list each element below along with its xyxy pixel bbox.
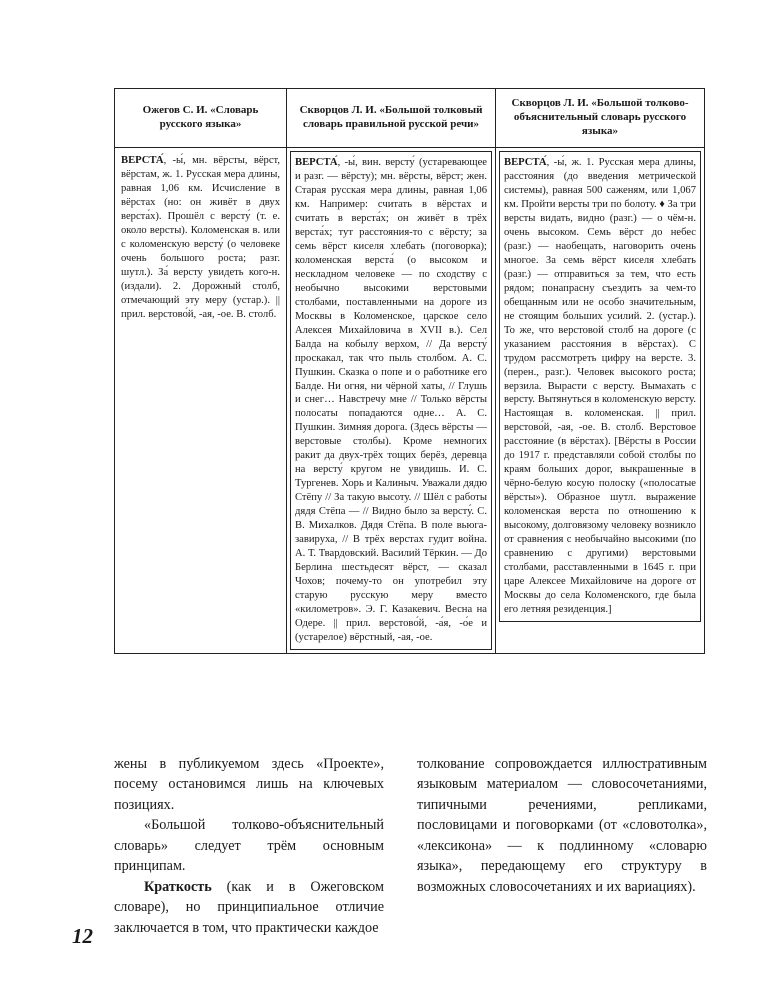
body-column-right [417,754,707,897]
headword: ВЕРСТА́ [295,157,338,168]
entry-skvortsov-pravilnoy [287,148,496,654]
paragraph-text: (как и в Ожеговском словаре), но принципиальное отличие заключается в том, что практически каждое [114,878,384,936]
term-kratkost: Краткость [144,878,212,895]
header-ozhegov: Ожегов С. И. «Словарь русского языка» [115,89,287,148]
paragraph [114,877,384,938]
entry-ozhegov [115,148,287,654]
headword: ВЕРСТА́ [504,157,547,168]
header-skvortsov-tolkovo: Скворцов Л. И. «Большой толково-объяснительный словарь русского языка» [496,89,705,148]
body-column-left [114,754,384,938]
page-number: 12 [72,924,93,948]
table-header-row [115,89,705,148]
table-row [115,148,705,654]
paragraph: «Большой толково-объяснительный словарь» следует трём основным принципам. [114,817,384,875]
entry-skvortsov-tolkovo [496,148,705,654]
entry-text: , -ы́, вин. версту́ (устаревающее и разг. — вёрсту); мн. вёрсты, вёрст; жен. Старая русская мера длины, равная 1,06 км. Например: считать в вёрстах и считать в верста́х; он живёт в трёх верста́х; тут расстояния-то с вёрсту; за семь вёрст киселя хлебать (поговорка); коломенская верста́ (о высоком и нескладном человеке — по сходству с необычно высокими верстовыми столбами, поставленными на дороге из Москвы в Коломенское, царское село Алексея Михайловича в XVII в.). Сел Балда на кобылу верхом, // Да версту́ проскакал, так что пыль столбом. А. С. Пушкин. Сказка о попе и о работнике его Балде. Ни огня, ни чёрной хаты, // Глушь и снег… Навстречу мне // Только вёрсты полосаты попадаются одне… А. С. Пушкин. Зимняя дорога. (Здесь вёрсты — верстовые столбы). Кроме немногих ракит да двух-трёх тощих берёз, деревца на версту́ кругом не увидишь. И. С. Тургенев. Хорь и Калиныч. Уважали дядю Стёпу // За такую высоту. // Шёл с работы дядя Стёпа — // Видно было за версту́. С. В. Михалков. Дядя Стёпа. В поле вьюга-завируха, // В трёх верстах гудит война. А. Т. Твардовский. Василий Тёркин. — До Берлина шестьдесят вёрст, — сказал Чохов; почему-то он употребил эту старую русскую меру вместо «километров». Э. Г. Казакевич. Весна на Одере. || прил. верстово́й, -а́я, -о́е и (устарелое) вёрстный, -ая, -ое. [295,157,487,643]
entry-text: , -ы́, мн. вёрсты, вёрст, вёрстам, ж. 1. Русская мера длины, равная 1,06 км. Исчисление в вёрстах (но: он живёт в двух верста́х). Прошёл с версту́ (т. е. около версты). Коломенская в. или с коломенскую версту́ (о человеке очень большого роста; разг. шутл.). За́ версту увидеть кого-н. (издали). 2. Дорожный столб, отмечающий эту меру (устар.). || прил. верстово́й, -ая, -ое. В. столб. [121,155,280,320]
paragraph: жены в публикуемом здесь «Проекте», посему остановимся лишь на ключевых позициях. [114,756,384,813]
entry-text: , -ы́, ж. 1. Русская мера длины, расстояния (до введения метрической системы), равная 500 саженям, или 1,067 км. Пройти версты три по болоту. ♦ За три версты видать, видно (разг.) — о чём-н. очень высоком. Семь вёрст до небес (разг.) — наобещать, наговорить очень многое. За семь вёрст киселя хлебать (разг.) — отправиться за тем, что есть рядом; понапрасну съездить за чем-то обещанным или не особо значительным, не стоящим больших усилий. 2. (устар.). То же, что верстовой столб на дороге (с указанием расстояния в вёрстах). С трудом рассмотреть цифру на версте. 3. (перен., разг.). Человек высокого роста; верзила. Вырасти с версту. Вымахать с версту. Вытянуться в коломенскую версту. Настоящая в. коломенская. || прил. верстово́й, -ая, -ое. В. столб. Верстовое расстояние (в вёрстах). [Вёрсты в России до 1917 г. представляли собой столбы по краям больших дорог, выкрашенные в чёрно-белую косую полоску («полосатые вёрсты»). Образное шутл. выражение коломенская верста по отношению к высокому, долговязому человеку возникло от сравнения с необычайно высокими (по сравнению с другими) верстовыми столбами, расставленными в 1645 г. при царе Алексее Михайловиче на дороге от Москвы до села Коломенского, где была его летняя резиденция.] [504,157,696,615]
headword: ВЕРСТА́ [121,155,164,166]
paragraph: толкование сопровождается иллюстративным языковым материалом — словосочетаниями, типичными речениями, репликами, пословицами и поговорками (от «словотолка», «лексикона» — к подлинному «словарю языка», передающему его структуру в возможных словосочетаниях и их вариациях). [417,756,707,895]
header-skvortsov-pravilnoy: Скворцов Л. И. «Большой толковый словарь правильной русской речи» [287,89,496,148]
dictionary-comparison-table [114,88,705,654]
